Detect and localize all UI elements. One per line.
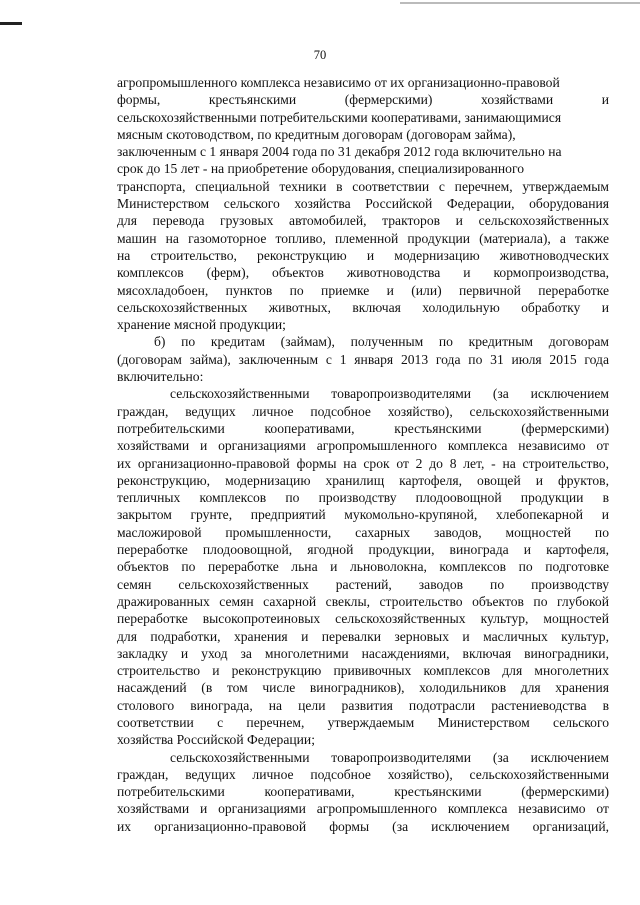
text-line: закрытом грунте, предприятий мукомольно-крупяной, хлебопекарной и	[117, 507, 609, 523]
text-line: срок до 15 лет - на приобретение оборудования, специализированного	[117, 161, 525, 177]
text-line: сельскохозяйственными потребительскими кооперативами, занимающимися	[117, 109, 562, 125]
text-line: потребительскими кооперативами, крестьянскими (фермерскими)	[117, 784, 609, 800]
text-line: переработке плодоовощной, ягодной продукции, винограда и картофеля,	[117, 542, 609, 558]
text-line: их организационно-правовой формы (за исключением организаций,	[117, 818, 609, 834]
text-line: сельскохозяйственных животных, включая холодильную обработку и	[117, 299, 609, 315]
text-line: потребительскими кооперативами, крестьянскими (фермерскими)	[117, 420, 609, 436]
text-line: включительно:	[117, 369, 204, 385]
text-line: хранение мясной продукции;	[117, 317, 286, 333]
text-line: тепличных комплексов по производству плодоовощной продукции в	[117, 490, 609, 506]
text-line: сельскохозяйственными товаропроизводителями (за исключением	[170, 749, 609, 765]
text-line: строительство и реконструкцию прививочных комплексов для многолетних	[117, 663, 609, 679]
text-line: машин на газомоторное топливо, племенной продукции (материала), а также	[117, 230, 609, 246]
scan-edge-line	[400, 2, 640, 4]
text-line: масложировой промышленности, сахарных заводов, мощностей по	[117, 524, 609, 540]
text-line: Министерством сельского хозяйства Российской Федерации, оборудования	[117, 196, 609, 212]
text-line: столового винограда, на цели развития подотрасли растениеводства в	[117, 697, 609, 713]
text-line: соответствии с перечнем, утверждаемым Министерством сельского	[117, 714, 609, 730]
text-line: их организационно-правовой формы на срок от 2 до 8 лет, - на строительство,	[117, 455, 609, 471]
text-line: закладку и уход за многолетними насаждениями, включая виноградники,	[117, 645, 609, 661]
text-line: заключенным с 1 января 2004 года по 31 декабря 2012 года включительно на	[117, 144, 562, 160]
document-body	[117, 74, 609, 835]
text-line: на строительство, реконструкцию и модернизацию животноводческих	[117, 247, 609, 263]
text-line: хозяйства Российской Федерации;	[117, 732, 315, 748]
text-line: транспорта, специальной техники в соответствии с перечнем, утверждаемым	[117, 178, 609, 194]
text-line: для подработки, хранения и перевалки зерновых и масличных культур,	[117, 628, 609, 644]
text-line: объектов по переработке льна и льноволокна, комплексов по подготовке	[117, 559, 609, 575]
page-number: 70	[313, 48, 327, 62]
text-line: реконструкцию, модернизацию хранилищ картофеля, овощей и фруктов,	[117, 472, 609, 488]
text-line: агропромышленного комплекса независимо от их организационно-правовой	[117, 75, 560, 90]
text-line: хозяйствами и организациями агропромышленного комплекса независимо от	[117, 801, 609, 817]
text-line: переработке высокопротеиновых сельскохозяйственных культур, мощностей	[117, 611, 609, 627]
text-line: (договорам займа), заключенным с 1 января 2013 года по 31 июля 2015 года	[117, 351, 609, 367]
text-line: сельскохозяйственными товаропроизводителями (за исключением	[170, 386, 609, 402]
text-line: комплексов (ферм), объектов животноводства и кормопроизводства,	[117, 265, 609, 281]
text-line: граждан, ведущих личное подсобное хозяйство), сельскохозяйственными	[117, 766, 609, 782]
text-line: мясным скотоводством, по кредитным договорам (договорам займа),	[117, 126, 516, 142]
text-line: семян сельскохозяйственных растений, заводов по производству	[117, 576, 609, 592]
text-line: для перевода грузовых автомобилей, тракторов и сельскохозяйственных	[117, 213, 609, 229]
text-line: формы, крестьянскими (фермерскими) хозяйствами и	[117, 92, 609, 108]
text-line: насаждений (в том числе виноградников), холодильников для хранения	[117, 680, 609, 696]
scan-edge-mark	[0, 22, 22, 25]
text-line: мясохладобоен, пунктов по приемке и (или) первичной переработке	[117, 282, 609, 298]
text-line: б) по кредитам (займам), полученным по кредитным договорам	[154, 334, 609, 350]
text-line: граждан, ведущих личное подсобное хозяйство), сельскохозяйственными	[117, 403, 609, 419]
text-line: дражированных семян сахарной свеклы, строительство объектов по глубокой	[117, 593, 609, 609]
text-line: хозяйствами и организациями агропромышленного комплекса независимо от	[117, 438, 609, 454]
